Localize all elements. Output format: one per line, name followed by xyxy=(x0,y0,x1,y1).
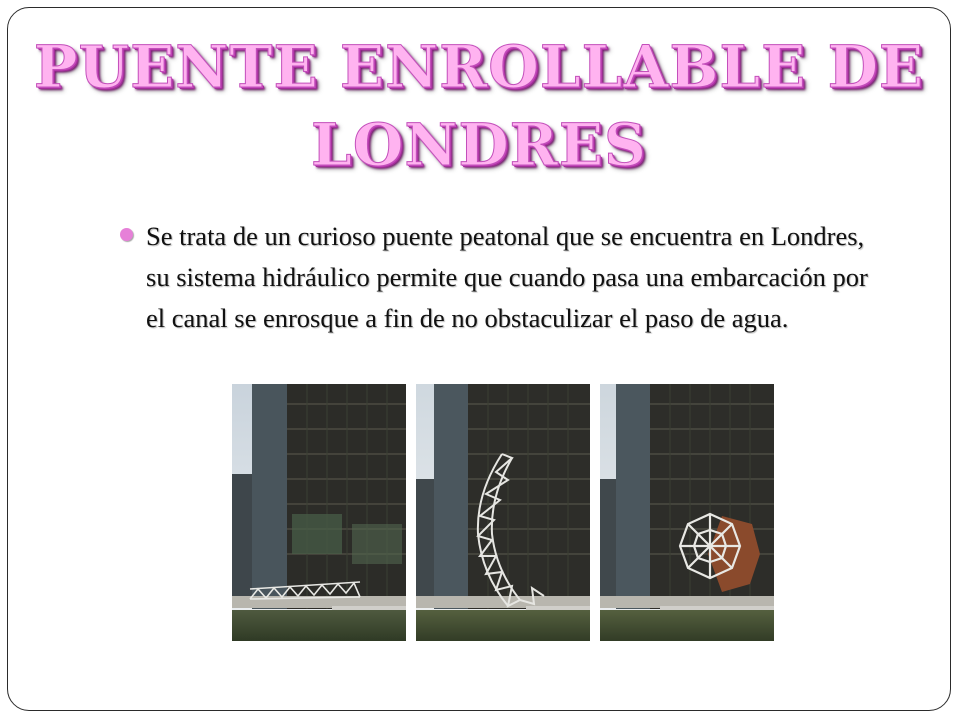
title-line-2: LONDRES xyxy=(311,111,647,179)
bullet-item xyxy=(120,216,880,339)
bullet-text: Se trata de un curioso puente peatonal que se encuentra en Londres, su sistema hidráulico permite que cuando pasa una embarcación por el canal se enrosque a fin de no obstaculizar el paso de agua. xyxy=(146,221,868,333)
slide xyxy=(7,7,951,711)
photo-strip xyxy=(232,384,774,641)
photo-bridge-extended xyxy=(232,384,406,641)
photo-bridge-curling xyxy=(416,384,590,641)
slide-title xyxy=(8,28,950,184)
photo-bridge-rolled-octagon xyxy=(600,384,774,641)
bullet-dot-icon xyxy=(120,228,133,241)
title-line-1: PUENTE ENROLLABLE DE xyxy=(33,33,925,101)
